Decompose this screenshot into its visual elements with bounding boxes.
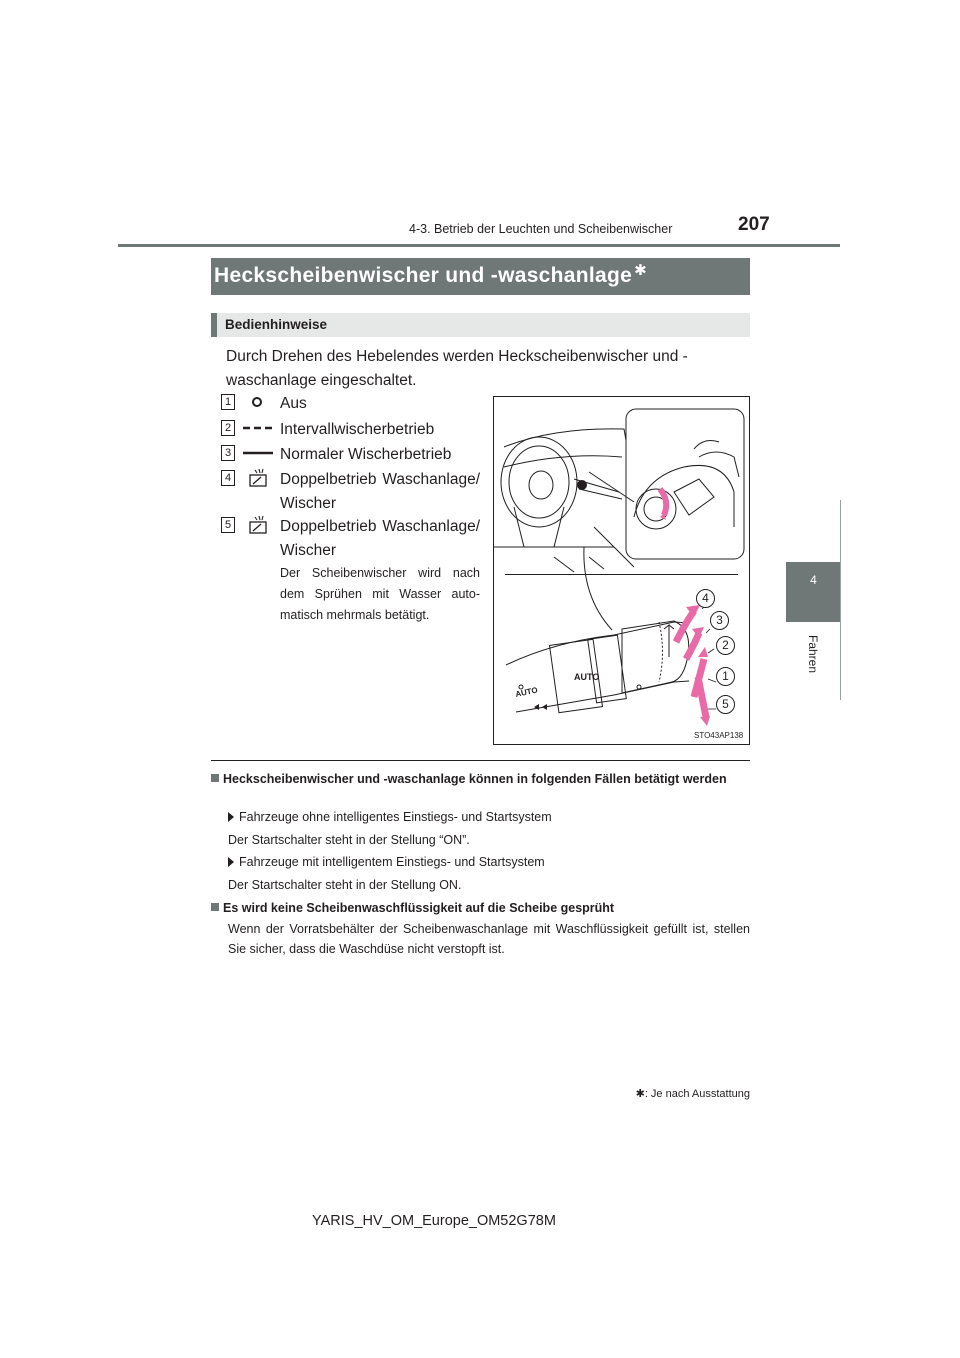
- footnote-asterisk-icon: ✱: [635, 1088, 645, 1100]
- lever-auto-label: AUTO: [574, 672, 600, 682]
- note-line: [228, 852, 750, 872]
- note-heading: [211, 769, 750, 789]
- note-line-text: Der Startschalter steht in der Stellung “ON”.: [228, 833, 470, 847]
- section-title-text: Heckscheibenwischer und -waschanlage: [214, 264, 633, 287]
- figure-id: STO43AP138: [694, 731, 744, 740]
- arrow-bullet-icon: [228, 812, 234, 822]
- chapter-tab: [786, 562, 841, 622]
- side-divider: [840, 500, 841, 700]
- subsection-accent: [211, 313, 217, 337]
- section-title: [214, 264, 647, 288]
- item-number-badge: 2: [221, 420, 235, 436]
- note-line-text: Fahrzeuge mit intelligentem Einstiegs- und Startsystem: [239, 855, 545, 869]
- lever-auto-label-2: AUTO: [514, 685, 539, 699]
- item5-note: Der Scheibenwischer wird nach dem Sprühen mit Wasser automatisch mehrmals betätigt.: [280, 566, 480, 622]
- footer-document-id: YARIS_HV_OM_Europe_OM52G78M: [312, 1213, 556, 1229]
- figure-callout-5: 5: [716, 695, 735, 714]
- note-line-text: Der Startschalter steht in der Stellung ON.: [228, 878, 462, 892]
- note-line: [228, 807, 750, 827]
- running-header-section: 4-3. Betrieb der Leuchten und Scheibenwischer: [409, 222, 673, 236]
- intro-paragraph: Durch Drehen des Hebelendes werden Heckscheibenwischer und -waschanlage eingeschaltet.: [226, 348, 688, 389]
- figure-callout-2: 2: [716, 636, 735, 655]
- item-number-badge: 3: [221, 445, 235, 461]
- note-line: [228, 830, 750, 850]
- arrow-bullet-icon: [228, 857, 234, 867]
- note-line-text: Wenn der Vorratsbehälter der Scheibenwaschanlage mit Waschflüssigkeit gefüllt ist, stellen Sie sicher, dass die Waschdüse nicht verstopft ist.: [228, 922, 750, 956]
- washer-spray-icon: [241, 515, 275, 535]
- figure-callout-3: 3: [710, 611, 729, 630]
- list-item: [221, 515, 491, 561]
- square-bullet-icon: [211, 774, 219, 782]
- item-label: Doppelbetrieb Waschanlage/ Wischer: [280, 471, 480, 512]
- header-divider: [118, 244, 840, 247]
- chapter-side-label-text: Fahren: [806, 634, 820, 674]
- wiper-lever-figure: [493, 396, 750, 745]
- subsection-title: Bedienhinweise: [225, 317, 328, 332]
- item-label: Normaler Wischerbetrieb: [280, 446, 452, 463]
- square-bullet-icon: [211, 903, 219, 911]
- footnote: [603, 1087, 750, 1100]
- off-circle-icon: [241, 392, 275, 412]
- item-label: Aus: [280, 395, 307, 412]
- dashed-line-icon: [241, 418, 275, 438]
- item-number-badge: 5: [221, 517, 235, 533]
- note-line: [228, 875, 750, 895]
- chapter-side-label: [803, 628, 823, 680]
- note-heading-text: Es wird keine Scheibenwaschflüssigkeit auf die Scheibe gesprüht: [223, 901, 615, 915]
- list-item: [221, 468, 491, 514]
- wiper-lever-illustration: [494, 397, 751, 746]
- title-asterisk-icon: ✱: [634, 262, 647, 279]
- item-number-badge: 1: [221, 394, 235, 410]
- figure-divider: [505, 574, 738, 575]
- washer-spray-icon: [241, 468, 275, 488]
- list-item: [221, 443, 491, 463]
- solid-line-icon: [241, 443, 275, 463]
- item-label: Doppelbetrieb Waschanlage/ Wischer: [280, 518, 480, 559]
- note-line-text: Fahrzeuge ohne intelligentes Einstiegs- und Startsystem: [239, 810, 552, 824]
- footnote-text: : Je nach Ausstattung: [644, 1088, 750, 1100]
- figure-callout-1: 1: [716, 667, 735, 686]
- figure-callout-4: 4: [696, 589, 715, 608]
- note-line: [228, 919, 750, 959]
- list-item: [221, 392, 491, 412]
- list-item: [221, 418, 491, 438]
- page-number: 207: [738, 214, 770, 235]
- note-heading: [211, 898, 750, 918]
- section-divider: [211, 760, 750, 761]
- note-heading-text: Heckscheibenwischer und -waschanlage können in folgenden Fällen betätigt werden: [223, 772, 727, 786]
- chapter-tab-number: 4: [810, 573, 817, 587]
- item-label: Intervallwischerbetrieb: [280, 421, 435, 438]
- item-number-badge: 4: [221, 470, 235, 486]
